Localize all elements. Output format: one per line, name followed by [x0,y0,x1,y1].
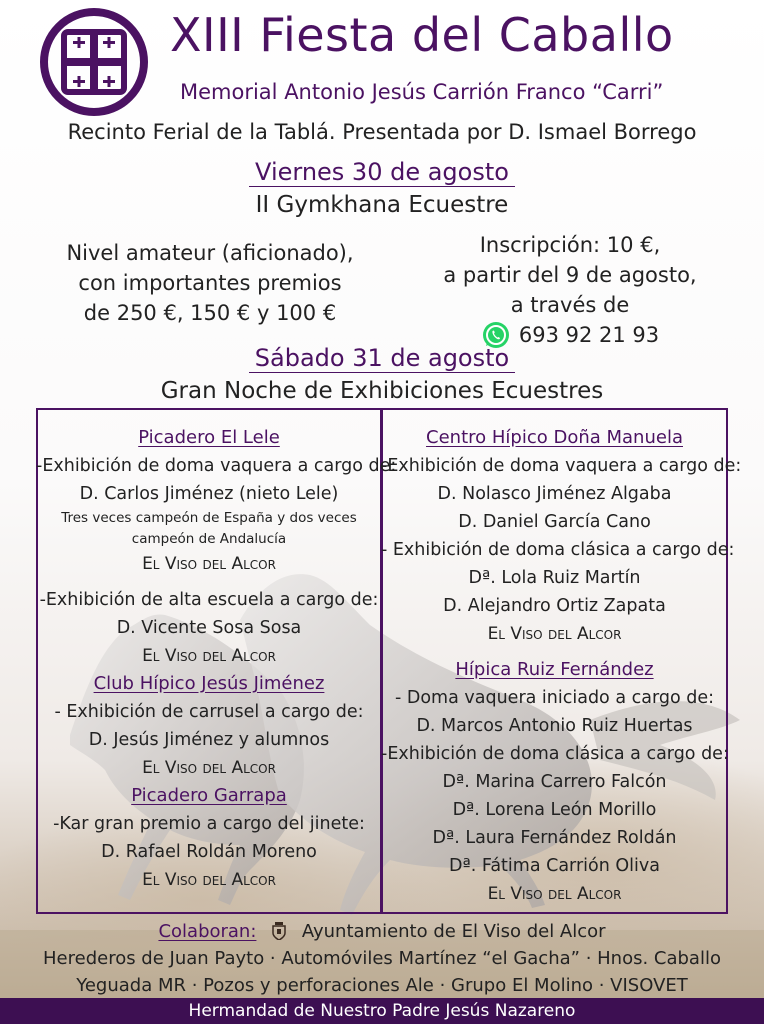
prizes-line: de 250 €, 150 € y 100 € [83,301,337,325]
rider-name: D. Daniel García Cano [458,512,651,532]
exhibition-line: - Exhibición de carrusel a cargo de: [54,702,364,722]
section-heading: Hípica Ruiz Fernández [455,659,654,680]
rider-name: D. Alejandro Ortiz Zapata [443,596,666,616]
sponsors-line-3: Yeguada MR · Pozos y perforaciones Ale · Grupo El Molino · VISOVET [76,975,688,996]
prizes-line: Nivel amateur (aficionado), [66,241,354,265]
town-label: El Viso del Alcor [487,884,622,904]
prizes-line: con importantes premios [78,271,342,295]
coat-of-arms-icon [272,922,286,940]
left-exhibitions-column [36,424,397,894]
town-label: El Viso del Alcor [142,870,276,890]
rider-name: D. Jesús Jiménez y alumnos [88,730,330,750]
friday-date: Viernes 30 de agosto [249,158,515,187]
registration-text [400,230,740,358]
right-exhibitions-column [381,424,742,908]
saturday-event: Gran Noche de Exhibiciones Ecuestres [160,378,604,404]
rider-name: D. Carlos Jiménez (nieto Lele) [79,484,339,504]
exhibition-line: -Exhibición de alta escuela a cargo de: [39,590,379,610]
rider-name: D. Nolasco Jiménez Algaba [437,484,672,504]
town-label: El Viso del Alcor [487,624,622,644]
exhibition-line: -Kar gran premio a cargo del jinete: [53,814,365,834]
registration-line: a partir del 9 de agosto, [443,263,697,287]
saturday-date: Sábado 31 de agosto [249,344,515,373]
friday-event: II Gymkhana Ecuestre [255,192,509,218]
poster-subtitle: Memorial Antonio Jesús Carrión Franco “Carri” [180,80,664,104]
town-label: El Viso del Alcor [142,646,276,666]
sponsors-line-1 [0,918,764,945]
registration-line: a través de [510,293,630,317]
rider-name: Dª. Lola Ruiz Martín [468,568,641,588]
jerusalem-cross-logo [40,8,148,116]
saturday-date-block [0,344,764,372]
poster-title: XIII Fiesta del Caballo [170,8,674,62]
sponsor-text: Ayuntamiento de El Viso del Alcor [301,921,606,942]
rider-name: Dª. Lorena León Morillo [452,800,657,820]
exhibition-line: - Doma vaquera iniciado a cargo de: [395,688,714,708]
collaborators-label: Colaboran: [158,921,257,942]
rider-note: Tres veces campeón de España y dos veces [61,510,357,526]
sponsors-line-2: Herederos de Juan Payto · Automóviles Martínez “el Gacha” · Hnos. Caballo [43,948,721,969]
exhibition-line: -Exhibición de doma vaquera a cargo de: [381,456,742,476]
exhibition-line: - Exhibición de doma clásica a cargo de: [381,540,735,560]
phone-number[interactable]: 693 92 21 93 [518,323,660,347]
section-heading: Centro Hípico Doña Manuela [426,427,683,448]
rider-name: D. Marcos Antonio Ruiz Huertas [416,716,693,736]
prizes-text [40,238,380,328]
venue-line: Recinto Ferial de la Tablá. Presentada por D. Ismael Borrego [67,120,697,144]
brotherhood-footer-band: Hermandad de Nuestro Padre Jesús Nazareno [0,998,764,1024]
town-label: El Viso del Alcor [142,554,276,574]
friday-date-block [0,158,764,186]
exhibition-line: -Exhibición de doma vaquera a cargo de: [36,456,397,476]
rider-name: Dª. Laura Fernández Roldán [432,828,677,848]
section-heading: Picadero Garrapa [131,785,287,806]
registration-line: Inscripción: 10 €, [479,233,661,257]
exhibition-line: -Exhibición de doma clásica a cargo de: [381,744,729,764]
rider-note: campeón de Andalucía [131,531,287,547]
section-heading: Club Hípico Jesús Jiménez [93,673,325,694]
section-heading: Picadero El Lele [138,427,280,448]
rider-name: Dª. Marina Carrero Falcón [442,772,667,792]
rider-name: Dª. Fátima Carrión Oliva [449,856,660,876]
town-label: El Viso del Alcor [142,758,276,778]
sponsors-block [0,918,764,999]
rider-name: D. Vicente Sosa Sosa [116,618,302,638]
rider-name: D. Rafael Roldán Moreno [101,842,317,862]
